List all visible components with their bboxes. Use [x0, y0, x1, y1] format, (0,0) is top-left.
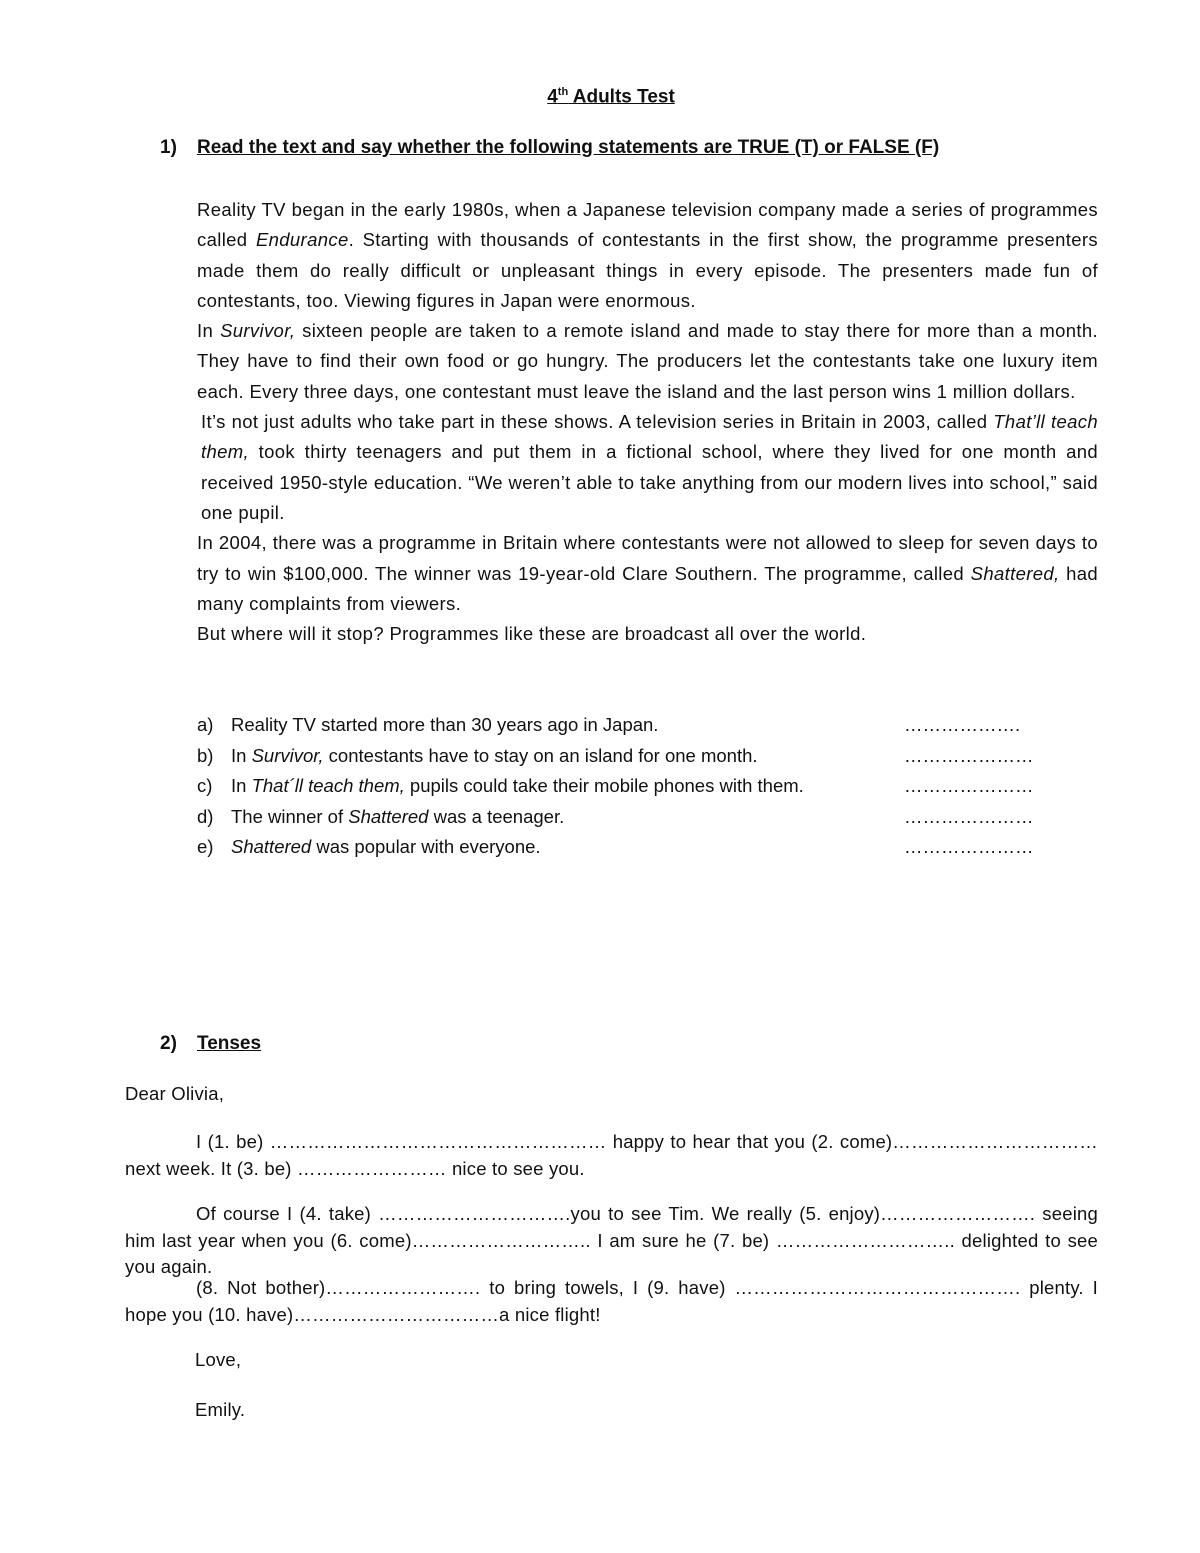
question-2-instruction: Tenses [197, 1033, 262, 1054]
statement-c: c) In That´ll teach them, pupils could take their mobile phones with them. ………………… [197, 771, 1012, 802]
question-1-heading [160, 137, 939, 159]
question-2-heading [160, 1033, 261, 1055]
answer-blank-c[interactable]: ………………… [904, 775, 1034, 796]
passage-paragraph-2: In Survivor, sixteen people are taken to a remote island and made to stay there for more than a month. They have to find their own food or go hungry. The producers let the contestants take one luxury item each. Every three days, one contestant must leave the island and the last person wins 1 million dollars. [197, 320, 1099, 402]
title-ordinal: th [557, 86, 569, 98]
page-title [0, 86, 1200, 108]
letter-closing-block [125, 1347, 1098, 1374]
show-title-thatll-teach-them: That’ll teach them, [201, 411, 1098, 463]
letter-paragraph-3-block [125, 1275, 1098, 1328]
question-2-number: 2) [160, 1033, 177, 1054]
answer-blank-d[interactable]: ………………… [904, 805, 1034, 827]
letter-paragraph-1-block [125, 1129, 1098, 1182]
true-false-statements [197, 710, 1034, 863]
letter-paragraph-2[interactable]: Of course I (4. take) ………………………….you to see Tim. We really (5. enjoy)……………………. seeing him last year when you (6. come)……………………….. I am sure he (7. be) ……………………….. delighted to see you again. [125, 1203, 1098, 1277]
letter-paragraph-1[interactable]: I (1. be) ……………………………………………… happy to hear that you (2. come)……………………………next week. It (3. be) …………………… nice to see you. [125, 1131, 1098, 1179]
title-text: Adults Test [568, 86, 675, 108]
passage-paragraph-5: But where will it stop? Programmes like these are broadcast all over the world. [197, 623, 867, 645]
passage-paragraph-1: Reality TV began in the early 1980s, when a Japanese television company made a series of programmes called Endurance. Starting with thousands of contestants in the first show, the programme presenters made them do really difficult or unpleasant things in every episode. The presenters made fun of contestants, too. Viewing figures in Japan were enormous. [197, 199, 1098, 311]
statement-e: e) Shattered was popular with everyone. ………………… [197, 832, 1012, 863]
title-number: 4 [547, 86, 558, 108]
letter-signature-block [125, 1397, 1098, 1424]
answer-blank-b[interactable]: ………………… [904, 744, 1034, 766]
question-1-number: 1) [160, 137, 177, 158]
letter-salutation-block [125, 1081, 1098, 1108]
statement-b: b) In Survivor, contestants have to stay on an island for one month. ………………… [197, 741, 1012, 772]
letter-paragraph-3[interactable]: (8. Not bother)……………………. to bring towels, I (9. have) ………………………………………. plenty. I hope you (10. have)……………………………a nice flight! [125, 1277, 1098, 1325]
answer-blank-e[interactable]: ………………… [904, 836, 1034, 857]
show-title-shattered: Shattered, [970, 562, 1060, 584]
passage-paragraph-4: In 2004, there was a programme in Britain where contestants were not allowed to sleep for seven days to try to win $100,000. The winner was 19-year-old Clare Southern. The programme, called Shattered, had many complaints from viewers. [197, 532, 1098, 614]
statement-a: a) Reality TV started more than 30 years ago in Japan. ………………. [197, 710, 1012, 741]
passage-paragraph-3: It’s not just adults who take part in these shows. A television series in Britain in 2003, called That’ll teach them, took thirty teenagers and put them in a fictional school, where they lived for one month and received 1950-style education. “We weren’t able to take anything from our modern lives into school,” said one pupil. [201, 411, 1098, 523]
reading-passage [197, 195, 1098, 649]
show-title-endurance: Endurance [255, 229, 349, 251]
letter-paragraph-2-block [125, 1201, 1098, 1281]
letter-signature: Emily. [195, 1399, 246, 1420]
show-title-survivor: Survivor, [220, 320, 296, 342]
letter-closing: Love, [195, 1349, 242, 1370]
statement-d: d) The winner of Shattered was a teenager. ………………… [197, 802, 1012, 833]
answer-blank-a[interactable]: ………………. [904, 714, 1021, 735]
question-1-instruction: Read the text and say whether the following statements are TRUE (T) or FALSE (F) [197, 137, 940, 158]
letter-salutation: Dear Olivia, [125, 1083, 225, 1104]
